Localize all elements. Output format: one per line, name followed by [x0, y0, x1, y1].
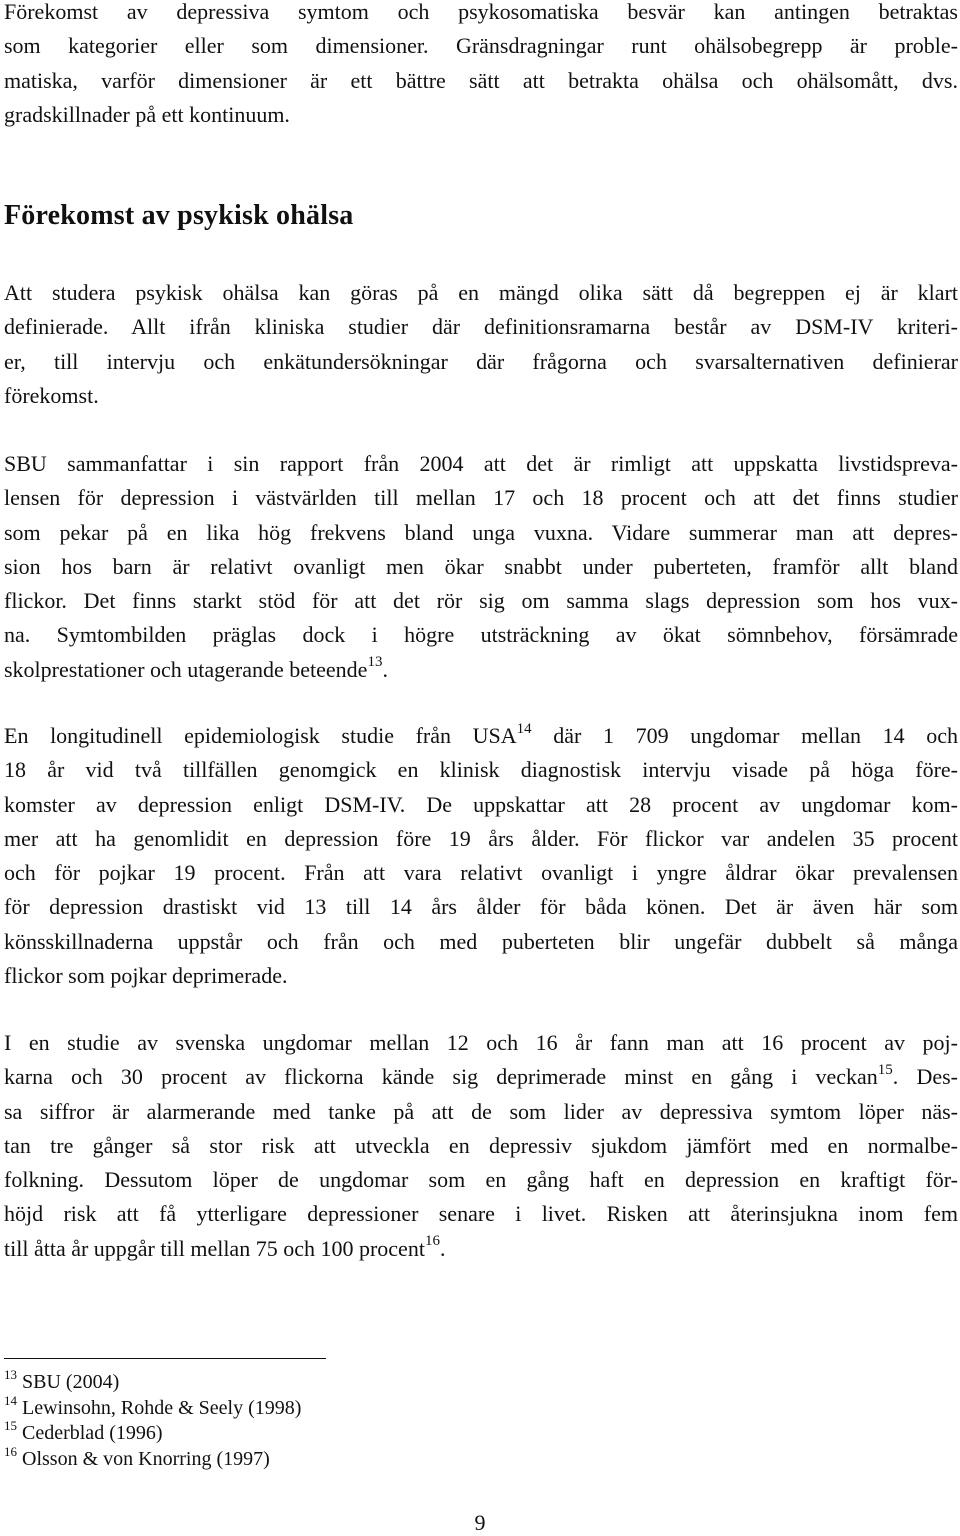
text-line: lensen för depression i västvärlden till mellan 17 och 18 procent och att det finns studier [4, 485, 958, 511]
footnote-ref[interactable]: 13 [367, 654, 383, 671]
footnote-text: Olsson & von Knorring (1997) [22, 1447, 270, 1470]
footnote-ref[interactable]: 15 [877, 1061, 893, 1078]
text-line: för depression drastiskt vid 13 till 14 års ålder för båda könen. Det är även här som [4, 894, 958, 920]
page-number: 9 [474, 1510, 486, 1535]
footnote-number: 13 [4, 1367, 17, 1383]
text-line: matiska, varför dimensioner är ett bättre sätt att betrakta ohälsa och ohälsomått, dvs. [4, 67, 958, 93]
text-line: er, till intervju och enkätundersökningar där frågorna och svarsalternativen definierar [4, 348, 958, 374]
footnote-number: 14 [4, 1392, 17, 1408]
body-paragraph-usa-study [4, 719, 958, 993]
footnote-number: 16 [4, 1443, 17, 1459]
text-line: mer att ha genomlidit en depression före 19 års ålder. För flickor var andelen 35 procent [4, 825, 958, 851]
footnote-text: Cederblad (1996) [22, 1422, 163, 1444]
footnote-item [4, 1443, 301, 1473]
footnote-item [4, 1418, 301, 1447]
footnote-item [4, 1392, 302, 1422]
text-line: flickor. Det finns starkt stöd för att det rör sig om samma slags depression som hos vux- [4, 588, 958, 614]
text-line [4, 1232, 958, 1266]
text-run: . Des- [892, 1064, 958, 1090]
footnote-number: 15 [4, 1418, 17, 1434]
text-line: sion hos barn är relativt ovanligt men ökar snabbt under puberteten, framför allt bland [4, 553, 958, 579]
text-line: na. Symtombilden präglas dock i högre utsträckning av ökat sömnbehov, försämrade [4, 622, 958, 648]
text-run: . [439, 1235, 446, 1261]
text-run: till åtta år uppgår till mellan 75 och 100 procent [4, 1235, 425, 1261]
text-line: och för pojkar 19 procent. Från att vara relativt ovanligt i yngre åldrar ökar prevalensen [4, 860, 958, 886]
body-paragraph-sbu [4, 447, 958, 687]
text-run: En longitudinell epidemiologisk studie från USA [4, 723, 517, 748]
text-line: Förekomst av depressiva symtom och psykosomatiska besvär kan antingen betraktas [4, 0, 958, 24]
text-line: komster av depression enligt DSM-IV. De uppskattar att 28 procent av ungdomar kom- [4, 791, 958, 817]
body-paragraph-swedish-study [4, 1026, 958, 1266]
text-line: 18 år vid två tillfällen genomgick en klinisk diagnostisk intervju visade på höga före- [4, 757, 958, 783]
footnote-ref[interactable]: 14 [516, 720, 532, 737]
text-line [4, 653, 958, 687]
text-run: . [382, 656, 388, 682]
text-run: där 1 709 ungdomar mellan 14 och [531, 723, 958, 748]
text-run: skolprestationer och utagerande beteende [4, 656, 368, 682]
text-line: sa siffror är alarmerande med tanke på att de som lider av depressiva symtom löper näs- [4, 1098, 958, 1124]
section-heading: Förekomst av psykisk ohälsa [4, 200, 354, 231]
footnote-divider [4, 1358, 326, 1359]
text-line: som pekar på en lika hög frekvens bland unga vuxna. Vidare summerar man att depres- [4, 519, 958, 545]
text-line: gradskillnader på ett kontinuum. [4, 101, 290, 127]
footnote-text: Lewinsohn, Rohde & Seely (1998) [22, 1396, 302, 1419]
text-line [4, 719, 958, 753]
text-line: definierade. Allt ifrån kliniska studier där definitionsramarna består av DSM-IV kriteri- [4, 314, 958, 340]
text-line [4, 1060, 958, 1094]
text-line: tan tre gånger så stor risk att utveckla en depressiv sjukdom jämfört med en normalbe- [4, 1132, 958, 1158]
intro-paragraph [4, 0, 958, 132]
text-line: I en studie av svenska ungdomar mellan 12 och 16 år fann man att 16 procent av poj- [4, 1030, 958, 1055]
text-line: flickor som pojkar deprimerade. [4, 963, 288, 989]
footnotes [4, 1367, 302, 1472]
body-paragraph-definitions [4, 276, 958, 413]
footnote-text: SBU (2004) [22, 1371, 120, 1393]
footnote-ref[interactable]: 16 [424, 1233, 440, 1250]
text-line: som kategorier eller som dimensioner. Gränsdragningar runt ohälsobegrepp är proble- [4, 33, 958, 59]
text-line: folkning. Dessutom löper de ungdomar som en gång haft en depression en kraftigt för- [4, 1167, 958, 1193]
footnote-item [4, 1367, 301, 1396]
text-line: förekomst. [4, 382, 99, 408]
text-line: Att studera psykisk ohälsa kan göras på en mängd olika sätt då begreppen ej är klart [4, 280, 958, 305]
text-line: SBU sammanfattar i sin rapport från 2004 att det är rimligt att uppskatta livstidspreva- [4, 451, 958, 476]
text-line: könsskillnaderna uppstår och från och med puberteten blir ungefär dubbelt så många [4, 928, 958, 954]
text-line: höjd risk att få ytterligare depressioner senare i livet. Risken att återinsjukna inom fem [4, 1201, 958, 1227]
text-run: karna och 30 procent av flickorna kände sig deprimerade minst en gång i veckan [4, 1064, 878, 1090]
